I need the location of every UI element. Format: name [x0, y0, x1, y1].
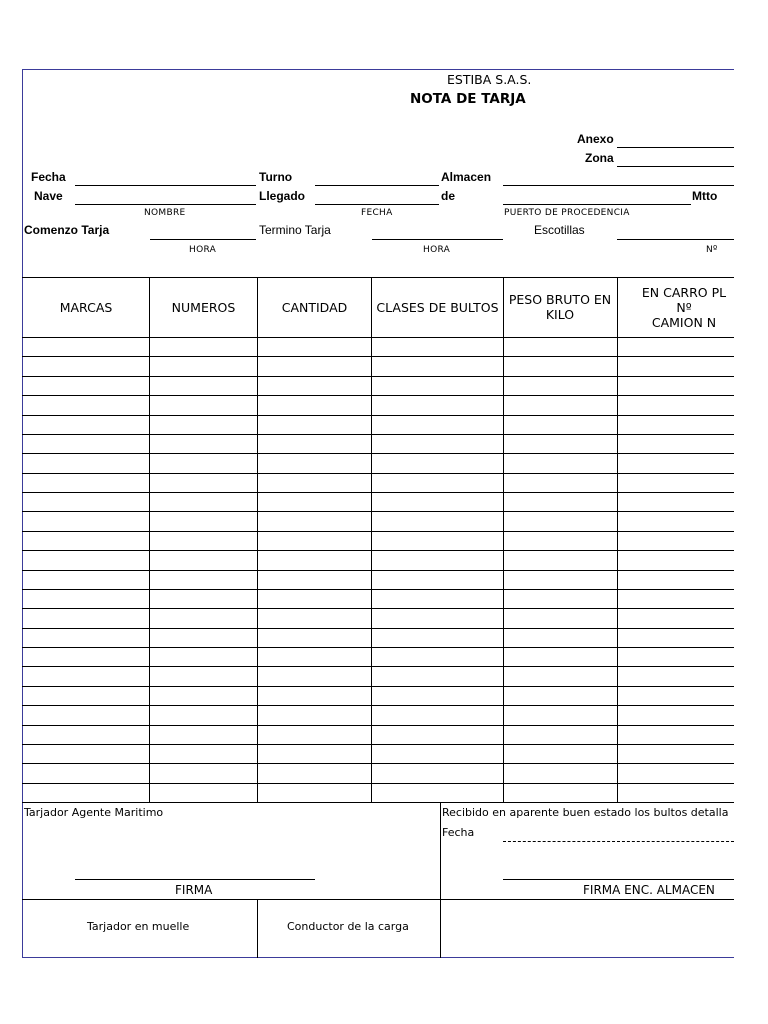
firma-enc-label: FIRMA ENC. ALMACEN — [583, 883, 715, 897]
fecha-caption: FECHA — [361, 208, 393, 218]
col-divider-2 — [257, 277, 258, 802]
mtto-label: Mtto — [692, 189, 718, 203]
table-row — [22, 647, 734, 648]
numero-caption: Nº — [706, 245, 718, 255]
col-divider-5 — [617, 277, 618, 802]
recibido-text: Recibido en aparente buen estado los bultos detalla — [442, 806, 729, 819]
table-row — [22, 608, 734, 609]
puerto-caption: PUERTO DE PROCEDENCIA — [504, 208, 630, 218]
col-header-carro-camion — [619, 278, 749, 336]
col-header-peso-bruto: PESO BRUTO EN KILO — [508, 292, 612, 322]
table-row — [22, 511, 734, 512]
table-row — [22, 531, 734, 532]
table-row — [22, 686, 734, 687]
col-divider-1 — [149, 277, 150, 802]
nombre-caption: NOMBRE — [144, 208, 186, 218]
nave-field-line[interactable] — [75, 204, 256, 205]
almacen-field-line[interactable] — [503, 185, 734, 186]
col-divider-3 — [371, 277, 372, 802]
frame-bottom-border — [22, 957, 734, 958]
anexo-label: Anexo — [577, 132, 614, 146]
footer-bottom-row-line — [22, 899, 734, 900]
frame-left-border — [22, 69, 23, 958]
anexo-field-line[interactable] — [617, 147, 734, 148]
table-row — [22, 763, 734, 764]
col-header-carro-camion-text: EN CARRO PL Nº CAMION N — [641, 284, 727, 330]
fecha-field-line[interactable] — [75, 185, 256, 186]
comenzo-tarja-label: Comenzo Tarja — [24, 223, 110, 237]
conductor-label: Conductor de la carga — [287, 920, 409, 933]
table-row — [22, 492, 734, 493]
company-name: ESTIBA S.A.S. — [447, 72, 532, 87]
tarjador-muelle-label: Tarjador en muelle — [87, 920, 190, 933]
col-header-clases-bultos: CLASES DE BULTOS — [376, 299, 499, 315]
table-row — [22, 705, 734, 706]
de-field-line[interactable] — [503, 204, 691, 205]
llegado-label: Llegado — [259, 189, 306, 203]
table-row — [22, 434, 734, 435]
zona-field-line[interactable] — [617, 166, 734, 167]
table-row — [22, 725, 734, 726]
comenzo-field-line[interactable] — [150, 239, 256, 240]
escotillas-label: Escotillas — [534, 223, 585, 237]
col-header-marcas: MARCAS — [59, 299, 113, 315]
col-header-numeros: NUMEROS — [171, 299, 236, 315]
footer-center-divider — [440, 802, 441, 958]
hora-caption-1: HORA — [189, 245, 217, 255]
col-header-cantidad: CANTIDAD — [281, 299, 348, 315]
fecha-label: Fecha — [31, 170, 66, 184]
table-row — [22, 473, 734, 474]
hora-caption-2: HORA — [423, 245, 451, 255]
table-row — [22, 628, 734, 629]
footer-top-line — [22, 802, 734, 803]
termino-field-line[interactable] — [372, 239, 503, 240]
tarjador-agente-label: Tarjador Agente Maritimo — [24, 806, 164, 819]
frame-top-border — [22, 69, 734, 70]
form-title: NOTA DE TARJA — [410, 91, 526, 107]
table-row — [22, 550, 734, 551]
table-row — [22, 589, 734, 590]
termino-tarja-label: Termino Tarja — [259, 223, 331, 237]
table-row — [22, 666, 734, 667]
table-row — [22, 783, 734, 784]
de-label: de — [441, 189, 456, 203]
firma-enc-signature-line[interactable] — [503, 879, 734, 880]
footer-fecha-label: Fecha — [442, 826, 475, 839]
firma-signature-line[interactable] — [75, 879, 315, 880]
table-row — [22, 395, 734, 396]
footer-bottom-divider — [257, 899, 258, 958]
nave-label: Nave — [34, 189, 63, 203]
table-row — [22, 376, 734, 377]
footer-fecha-line[interactable] — [503, 841, 734, 842]
table-row — [22, 744, 734, 745]
almacen-label: Almacen — [441, 170, 492, 184]
turno-label: Turno — [259, 170, 293, 184]
table-row — [22, 415, 734, 416]
turno-field-line[interactable] — [315, 185, 439, 186]
firma-label: FIRMA — [175, 883, 213, 897]
zona-label: Zona — [585, 151, 614, 165]
table-row — [22, 453, 734, 454]
col-divider-4 — [503, 277, 504, 802]
table-row — [22, 570, 734, 571]
table-row — [22, 337, 734, 338]
table-row — [22, 356, 734, 357]
escotillas-field-line[interactable] — [617, 239, 734, 240]
llegado-field-line[interactable] — [315, 204, 439, 205]
